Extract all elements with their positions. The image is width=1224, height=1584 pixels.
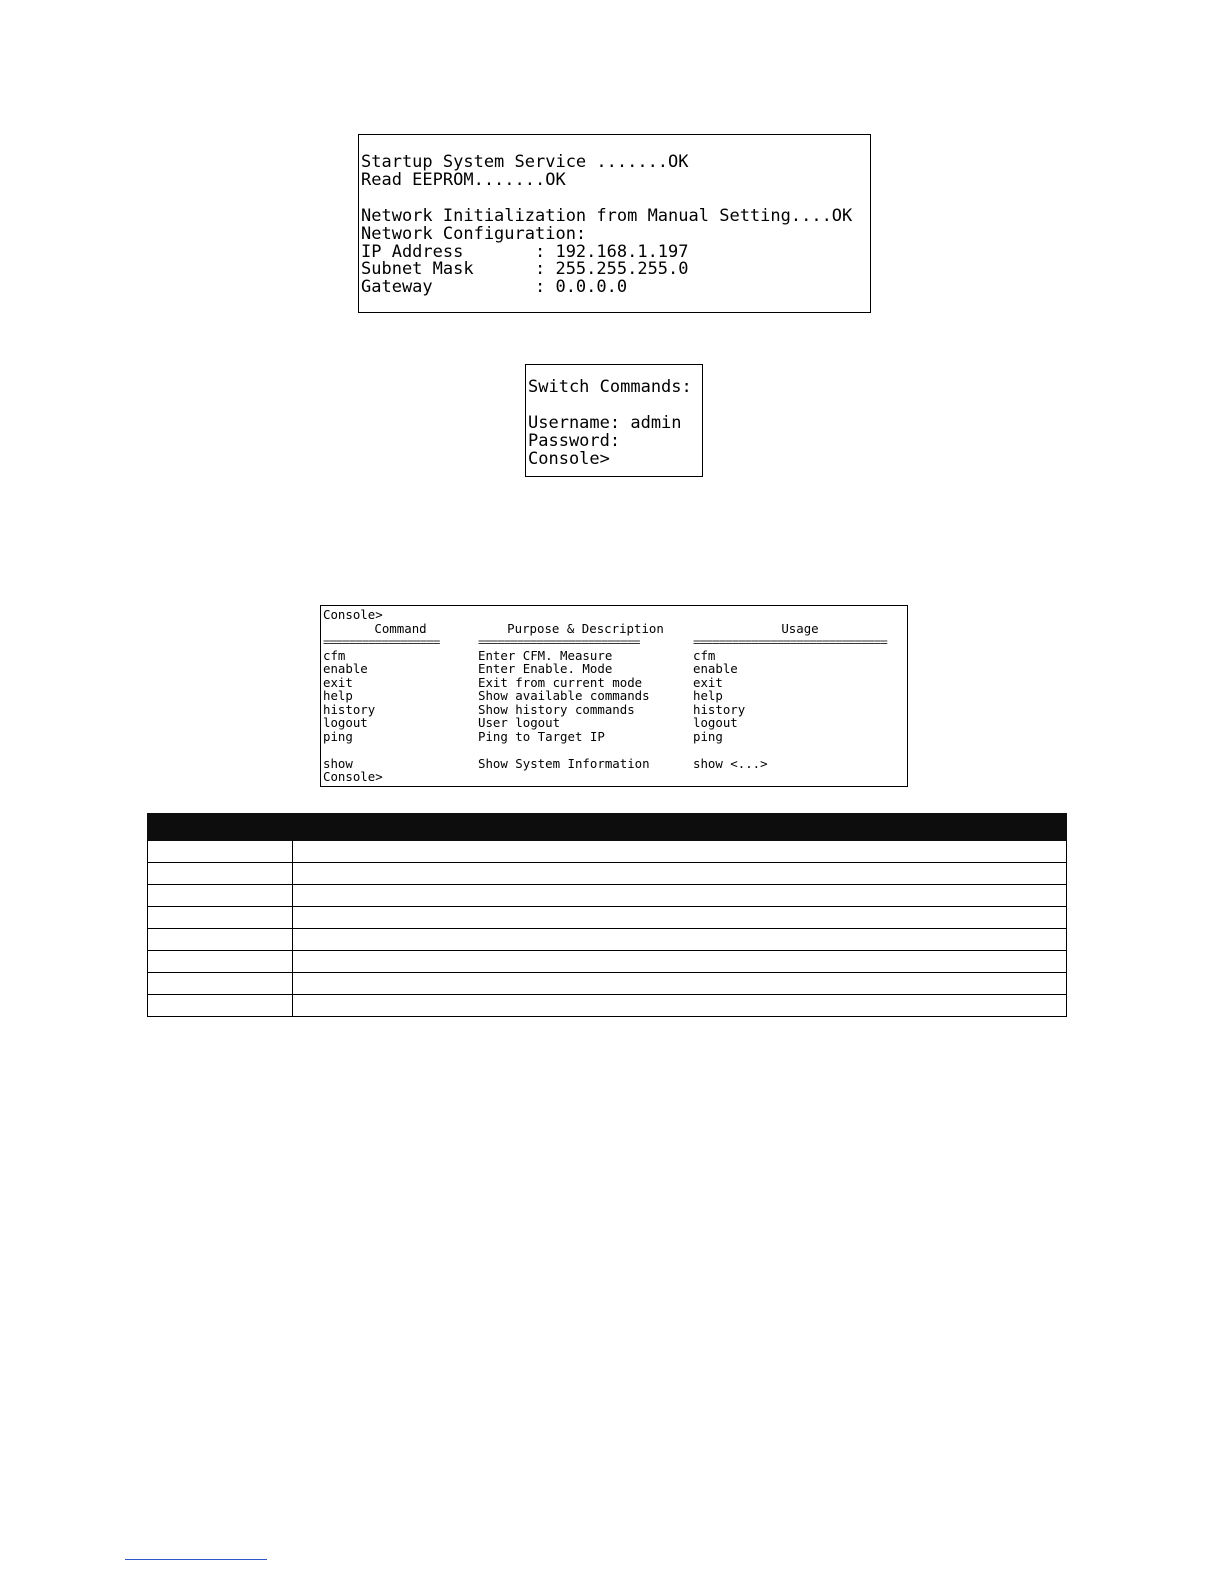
- separator: ==================: [323, 635, 440, 649]
- table-cell: [148, 973, 293, 995]
- header-usage: Usage: [781, 620, 819, 636]
- separator: ==============================: [693, 635, 887, 649]
- table-cell: [293, 973, 1067, 995]
- command-row: [323, 649, 907, 663]
- command-purpose: User logout: [478, 715, 561, 730]
- table-row: [148, 995, 1067, 1017]
- header-command: Command: [374, 620, 427, 636]
- command-name: exit: [323, 674, 353, 690]
- command-name: history: [323, 701, 376, 717]
- command-row: [323, 662, 907, 676]
- command-purpose: Ping to Target IP: [478, 728, 605, 744]
- footnote-separator: [125, 1559, 267, 1560]
- command-purpose: Show System Information: [478, 755, 650, 771]
- command-row: [323, 676, 907, 690]
- boot-line: IP Address : 192.168.1.197: [361, 241, 689, 262]
- boot-log-screenshot: [358, 134, 871, 313]
- login-line: Password:: [528, 431, 621, 451]
- boot-line: Gateway : 0.0.0.0: [361, 277, 628, 298]
- table-cell: [293, 907, 1067, 929]
- command-purpose: Enter Enable. Mode: [478, 661, 613, 676]
- command-list-header: [323, 622, 907, 636]
- console-prompt: Console>: [323, 769, 383, 784]
- table-header-row: [148, 814, 1067, 841]
- command-usage: history: [693, 701, 746, 717]
- console-prompt: Console>: [323, 607, 383, 622]
- table-row: [148, 951, 1067, 973]
- command-row: [323, 703, 907, 717]
- table-cell: [148, 907, 293, 929]
- table-cell: [293, 995, 1067, 1017]
- command-list-screenshot: [320, 605, 908, 787]
- command-usage: logout: [693, 715, 738, 730]
- command-purpose: Show history commands: [478, 701, 635, 717]
- table-row: [148, 973, 1067, 995]
- table-row: [148, 907, 1067, 929]
- blank-line: [323, 743, 907, 757]
- separator: =========================: [478, 635, 640, 649]
- command-purpose: Exit from current mode: [478, 674, 643, 690]
- table-cell: [293, 863, 1067, 885]
- table-cell: [148, 929, 293, 951]
- header-purpose: Purpose & Description: [507, 620, 664, 636]
- table-row: [148, 885, 1067, 907]
- boot-line: Network Configuration:: [361, 223, 587, 244]
- command-purpose: Show available commands: [478, 688, 650, 703]
- table-row: [148, 841, 1067, 863]
- command-name: help: [323, 688, 353, 703]
- table-cell: [293, 885, 1067, 907]
- login-line: [528, 396, 702, 414]
- command-name: show: [323, 755, 353, 771]
- login-line: Console>: [528, 449, 610, 469]
- login-screenshot: [525, 364, 703, 477]
- boot-line: Startup System Service .......OK: [361, 152, 689, 172]
- command-usage: ping: [693, 728, 723, 744]
- table-cell: [293, 951, 1067, 973]
- command-name: ping: [323, 728, 353, 744]
- table-row: [148, 929, 1067, 951]
- boot-line: Network Initialization from Manual Setting....OK: [361, 205, 853, 226]
- command-usage: show <...>: [693, 755, 768, 771]
- command-usage: cfm: [693, 647, 716, 663]
- command-row: [323, 716, 907, 730]
- command-list-separator: [323, 635, 907, 649]
- command-row: [323, 730, 907, 744]
- command-purpose: Enter CFM. Measure: [478, 647, 613, 663]
- command-name: logout: [323, 715, 368, 730]
- command-name: enable: [323, 661, 368, 676]
- table-header-cell: [148, 814, 293, 841]
- command-usage: help: [693, 688, 723, 703]
- boot-line: Subnet Mask : 255.255.255.0: [361, 259, 689, 280]
- table-cell: [148, 995, 293, 1017]
- command-usage: exit: [693, 674, 723, 690]
- table-header-cell: [293, 814, 1067, 841]
- table-cell: [148, 841, 293, 863]
- table-cell: [148, 951, 293, 973]
- command-row: [323, 689, 907, 703]
- login-line: Switch Commands:: [528, 377, 692, 397]
- command-name: cfm: [323, 647, 346, 663]
- command-usage: enable: [693, 661, 738, 676]
- command-reference-table: [147, 813, 1067, 1017]
- table-cell: [148, 885, 293, 907]
- table-row: [148, 863, 1067, 885]
- boot-line: Read EEPROM.......OK: [361, 169, 566, 190]
- table-cell: [293, 929, 1067, 951]
- table-cell: [293, 841, 1067, 863]
- table-cell: [148, 863, 293, 885]
- command-row: [323, 757, 907, 771]
- login-line: Username: admin: [528, 413, 682, 433]
